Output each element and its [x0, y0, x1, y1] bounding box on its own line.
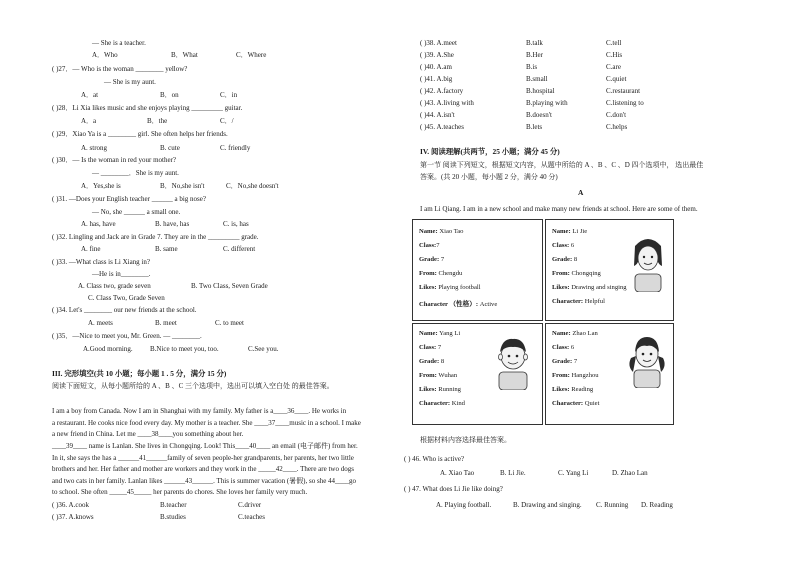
option-c: C.driver [238, 501, 262, 509]
option-c: C.helps [606, 123, 628, 131]
card-grade: Grade: 7 [419, 256, 445, 263]
question-38: ( )38. A.meet [420, 39, 457, 47]
card-name: Name: Xiao Tao [419, 228, 464, 235]
option-a: A. Playing football. [436, 501, 492, 509]
option-b: B.hospital [526, 87, 555, 95]
card-class: Class: 6 [552, 344, 575, 351]
option-c: C．/ [220, 117, 234, 125]
question-31: ( )31. —Does your English teacher ______ a big nose? [52, 195, 206, 203]
question-33: ( )33. —What class is Li Xiang in? [52, 258, 150, 266]
card-class: Class: 7 [419, 344, 442, 351]
option-a: A．Yes,she is [81, 182, 121, 190]
passage-line: and two cats in her family. Lanlan likes ______43______. This is summer vacation (暑假), so she 44____go [52, 477, 357, 485]
answer-line: — She is my aunt. [104, 78, 156, 86]
option-b: B.studies [160, 513, 186, 521]
option-b: B. Drawing and singing. [513, 501, 582, 509]
option-c: C. is, has [223, 220, 249, 228]
option-a: A. Class two, grade seven [78, 282, 151, 290]
question-41: ( )41. A.big [420, 75, 453, 83]
option-b: B.teacher [160, 501, 187, 509]
profile-card-xiao-tao [412, 219, 543, 321]
task-instructions: 根据材料内容选择最佳答案。 [420, 436, 511, 444]
option-b: B.small [526, 75, 548, 83]
card-likes: Likes: Playing football [419, 284, 481, 291]
passage-line: a new friend in China. Let me ____38____you something about her. [52, 430, 244, 438]
question-40: ( )40. A.am [420, 63, 452, 71]
card-character: Character: Kind [419, 400, 465, 407]
section-3-title: III. 完形填空(共 10 小题；每小题 1 . 5 分，满分 15 分) [52, 369, 227, 378]
question-36: ( )36. A.cook [52, 501, 89, 509]
passage-line: to school. She often _____45_____ her parents do chores. She loves her family very much. [52, 488, 308, 496]
passage-line: brothers and her. Her father and mother are workers and they work in the _____42____. There are two dogs [52, 465, 354, 473]
option-c: C. Running [596, 501, 629, 509]
card-grade: Grade: 8 [419, 358, 445, 365]
question-29: ( )29．Xiao Ya is a ________ girl. She often helps her friends. [52, 130, 228, 138]
question-37: ( )37. A.knows [52, 513, 94, 521]
option-c: C．in [220, 91, 238, 99]
option-a: A．Who [92, 51, 118, 59]
section-3-instructions: 阅读下面短文，从每小题所给的 A 、B 、C 三个选项中，选出可以填入空白处 的最佳答案。 [52, 382, 334, 390]
option-c: C. Class Two, Grade Seven [88, 294, 165, 302]
option-c: C.teaches [238, 513, 266, 521]
answer-line: — ________．She is my aunt. [92, 169, 179, 177]
card-likes: Likes: Drawing and singing [552, 284, 627, 291]
card-likes: Likes: Reading [552, 386, 594, 393]
option-c: C. to meet [215, 319, 244, 327]
option-b: B．What [171, 51, 198, 59]
option-c: C．Where [236, 51, 267, 59]
card-from: From: Chengdu [419, 270, 463, 277]
option-b: B．the [147, 117, 168, 125]
option-a: A.Good morning. [83, 345, 133, 353]
passage-line: ____39____ name is Lanlan. She lives in Chongqing. Look! This____40____ an email (电子邮件) from her. [52, 442, 358, 450]
card-name: Name: Zhao Lan [552, 330, 598, 337]
option-b: B. Li Jie. [500, 469, 526, 477]
option-c: C.quiet [606, 75, 627, 83]
option-a: A．a [81, 117, 97, 125]
option-d: D. Zhao Lan [612, 469, 648, 477]
question-44: ( )44. A.isn't [420, 111, 455, 119]
card-class: Class:7 [419, 242, 440, 249]
question-47: ( ) 47. What does Li Jie like doing? [404, 485, 503, 493]
option-b: B．on [160, 91, 179, 99]
card-character: Character: Quiet [552, 400, 600, 407]
card-name: Name: Li Jie [552, 228, 588, 235]
passage-line: I am a boy from Canada. Now I am in Shanghai with my family. My father is a____36____. He works in [52, 407, 347, 415]
card-character: Character （性格）: Active [419, 301, 498, 308]
card-character: Character: Helpful [552, 298, 605, 305]
boy-avatar-icon [490, 332, 536, 390]
card-grade: Grade: 7 [552, 358, 578, 365]
card-from: From: Hangzhou [552, 372, 599, 379]
option-a: A. strong [81, 144, 108, 152]
passage-intro: I am Li Qiang. I am in a new school and make many new friends at school. Here are some of them. [420, 205, 698, 213]
question-27: ( )27．— Who is the woman ________ yellow? [52, 65, 188, 73]
option-b: B.is [526, 63, 538, 71]
option-b: B. meet [155, 319, 177, 327]
option-c: C.His [606, 51, 623, 59]
card-class: Class: 6 [552, 242, 575, 249]
answer-line: — No, she ______ a small one. [92, 208, 181, 216]
card-from: From: Wuhan [419, 372, 458, 379]
passage-line: In it, she says the has a ______41______family of seven people-her grandparents, her parents, her two little [52, 454, 354, 462]
option-c: C．No,she doesn't [226, 182, 279, 190]
question-34: ( )34. Let's ________ our new friends at the school. [52, 306, 197, 314]
option-a: A. meets [88, 319, 113, 327]
option-c: C.restaurant [606, 87, 641, 95]
option-b: B.Her [526, 51, 543, 59]
option-b: B.Nice to meet you, too. [150, 345, 219, 353]
option-c: C. different [223, 245, 256, 253]
option-c: C.See you. [248, 345, 279, 353]
question-42: ( )42. A.factory [420, 87, 464, 95]
option-c: C.are [606, 63, 621, 71]
question-32: ( )32. Lingling and Jack are in Grade 7. They are in the _________ grade. [52, 233, 259, 241]
option-b: B.playing with [526, 99, 568, 107]
question-30: ( )30．— Is the woman in red your mother? [52, 156, 177, 164]
option-c: C. friendly [220, 144, 251, 152]
option-b: B.doesn't [526, 111, 552, 119]
section-4-title: IV. 阅读理解(共两节，25 小题；满分 45 分) [420, 147, 560, 156]
profile-card-zhao-lan [545, 323, 674, 425]
card-name: Name: Yang Li [419, 330, 461, 337]
option-c: C.listening to [606, 99, 644, 107]
option-b: B. Two Class, Seven Grade [191, 282, 268, 290]
question-43: ( )43. A.living with [420, 99, 474, 107]
profile-card-li-jie [545, 219, 674, 321]
girl-avatar-icon [627, 234, 669, 292]
option-c: C.tell [606, 39, 622, 47]
card-from: From: Chongqing [552, 270, 601, 277]
card-likes: Likes: Running [419, 386, 461, 393]
question-46: ( ) 46. Who is active? [404, 455, 465, 463]
option-b: B.lets [526, 123, 543, 131]
question-39: ( )39. A.She [420, 51, 454, 59]
section-4-instructions: 第一节 阅读下列短文，根据短文内容，从题中所给的 A 、B 、C 、D 四个选项中， 选出最佳 [420, 161, 704, 169]
question-35: ( )35．—Nice to meet you, Mr. Green. — ________. [52, 332, 202, 340]
answer-line: — She is a teacher. [92, 39, 146, 47]
option-a: A．at [81, 91, 99, 99]
option-c: C.don't [606, 111, 627, 119]
option-a: A. fine [81, 245, 101, 253]
option-b: B. have, has [155, 220, 190, 228]
option-b: B. same [155, 245, 178, 253]
card-grade: Grade: 8 [552, 256, 578, 263]
question-45: ( )45. A.teaches [420, 123, 464, 131]
question-28: ( )28．Li Xia likes music and she enjoys playing _________ guitar. [52, 104, 243, 112]
passage-label: A [578, 188, 584, 197]
passage-line: a restaurant. He cooks nice food every day. My mother is a teacher. She ____37____music in a school. I make [52, 419, 361, 427]
option-c: C. Yang Li [558, 469, 589, 477]
answer-line: —He is in________. [92, 270, 151, 278]
option-a: A. has, have [81, 220, 116, 228]
option-d: D. Reading [641, 501, 673, 509]
option-b: B.talk [526, 39, 543, 47]
option-b: B．No,she isn't [160, 182, 205, 190]
profile-card-yang-li [412, 323, 543, 425]
girl-pigtails-avatar-icon [625, 328, 669, 388]
section-4-instructions: 答案。(共 20 小题，每小题 2 分，满分 40 分) [420, 173, 558, 181]
option-b: B. cute [160, 144, 180, 152]
option-a: A. Xiao Tao [440, 469, 475, 477]
